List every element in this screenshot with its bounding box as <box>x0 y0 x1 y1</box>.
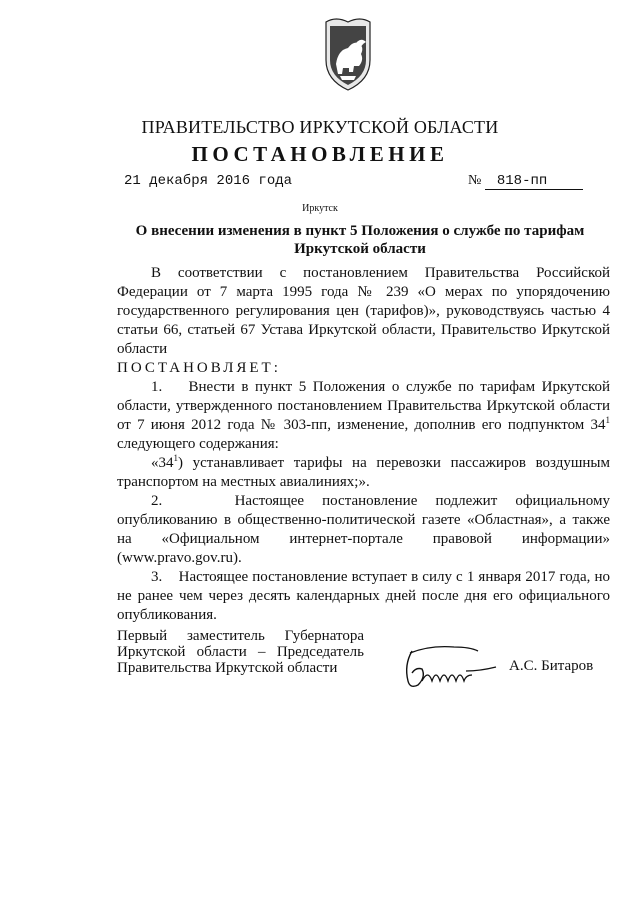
document-number: 818-пп <box>485 173 583 190</box>
quote-text: ) устанавливает тарифы на перевозки пассажиров воздушным транспортом на местных авиалиниях;». <box>117 455 610 490</box>
signer-line-2 <box>117 644 364 660</box>
signer-word: заместитель <box>186 628 265 644</box>
subject-line-2: Иркутской области <box>294 241 426 257</box>
government-title: ПРАВИТЕЛЬСТВО ИРКУТСКОЙ ОБЛАСТИ <box>141 117 499 137</box>
city: Иркутск <box>302 203 338 214</box>
item-1-quote <box>117 454 610 492</box>
number-sign: № <box>468 173 482 188</box>
item-1-text: Внести в пункт 5 Положения о службе по тарифам Иркутской области, утвержденного постановлением Правительства Иркутской области от 7 июня 2012 года № 303-пп, изменение, дополнив его подпунктом 34 <box>117 379 610 433</box>
signer-word: области <box>196 644 247 660</box>
item-2-text: Настоящее постановление подлежит официальному опубликованию в общественно-политической газете «Областная», а также на «Официальном интернет-портале правовой информации» (www.pravo.gov.ru). <box>117 493 610 566</box>
item-1-number: 1. <box>151 379 163 395</box>
document-subject <box>120 222 600 258</box>
handwritten-signature <box>400 641 500 693</box>
quote-open: «34 <box>151 455 174 471</box>
document-date: 21 декабря 2016 года <box>124 173 293 189</box>
preamble-paragraph: В соответствии с постановлением Правительства Российской Федерации от 7 марта 1995 года № 239 «О мерах по упорядочению государственного регулирования цен (тарифов)», руководствуясь частью 4 статьи 66, статьей 67 Устава Иркутской области, Правительство Иркутской области <box>117 265 610 357</box>
document-type: ПОСТАНОВЛЕНИЕ <box>191 142 449 166</box>
signer-title <box>117 628 364 676</box>
item-3-text: Настоящее постановление вступает в силу с 1 января 2017 года, но не ранее чем через десять календарных дней после дня его официального опубликования. <box>117 569 611 623</box>
signer-word: Иркутской <box>117 644 186 660</box>
signer-line-3: Правительства Иркутской области <box>117 660 338 676</box>
signer-word: Первый <box>117 628 168 644</box>
signer-name: А.С. Битаров <box>509 658 594 674</box>
document-body <box>117 264 610 625</box>
item-2-number: 2. <box>151 493 163 509</box>
signer-line-1 <box>117 628 364 644</box>
item-3 <box>117 568 610 625</box>
item-1-tail: следующего содержания: <box>117 436 279 452</box>
document-number-row <box>468 173 583 190</box>
signer-word: Губернатора <box>284 628 364 644</box>
quote-superscript: 1 <box>173 453 178 463</box>
signer-word: – <box>258 644 266 660</box>
irkutsk-coat-of-arms-icon <box>318 16 378 92</box>
item-3-number: 3. <box>151 569 163 585</box>
subject-line-1: О внесении изменения в пункт 5 Положения о службе по тарифам <box>135 223 585 239</box>
item-1 <box>117 378 610 454</box>
item-1-superscript: 1 <box>605 415 610 425</box>
signer-word: Председатель <box>276 644 364 660</box>
resolves-heading: ПОСТАНОВЛЯЕТ: <box>117 360 281 376</box>
item-2 <box>117 492 610 568</box>
